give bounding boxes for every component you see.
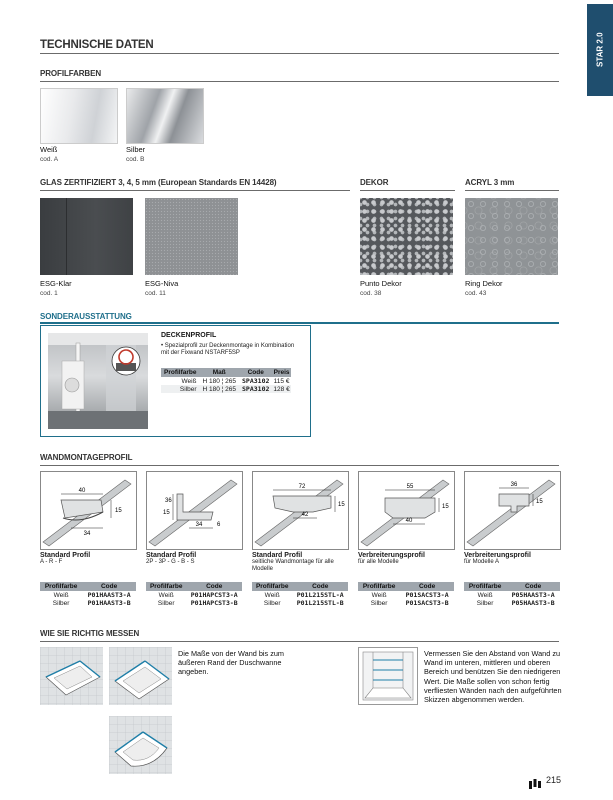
dim-label: 55 (406, 484, 414, 490)
cell-code: P01L215STL-A (296, 591, 344, 599)
col-code: Code (82, 582, 136, 591)
table-row (146, 591, 242, 599)
col-code: Code (186, 582, 242, 591)
section-rule (40, 190, 350, 191)
acryl-name: Ring Dekor (465, 279, 503, 288)
shower-scene-icon (48, 333, 148, 429)
cell-mass: H 180 ¦ 265 (202, 385, 237, 393)
section-heading-messen: WIE SIE RICHTIG MESSEN (40, 629, 140, 638)
swatch-esg-klar (40, 198, 133, 275)
profile-info-4 (358, 552, 458, 566)
cell-code: P01SACST3-B (405, 599, 449, 607)
profile-info-5 (464, 552, 564, 566)
dim-label: 15 (115, 508, 122, 514)
dim-label: 6 (217, 522, 221, 528)
page-number: 215 (546, 775, 562, 785)
profile-sub: für Modelle A (464, 559, 500, 565)
section-heading-wandmontage: WANDMONTAGEPROFIL (40, 453, 133, 462)
side-tab (587, 4, 613, 96)
profile-title: Standard Profil (252, 552, 303, 559)
shower-tray-sketch-icon (109, 716, 172, 774)
messen-text-1: Die Maße von der Wand bis zum äußeren Rand der Duschwanne angeben. (178, 649, 284, 677)
swatch-weiss (40, 88, 118, 144)
cell-color: Silber (179, 385, 197, 393)
cell-mass: H 180 ¦ 265 (202, 377, 237, 385)
table-row (252, 591, 348, 599)
section-heading-sonder: SONDERAUSSTATTUNG (40, 312, 132, 321)
profile-code-table-1 (40, 582, 136, 607)
col-profilfarbe: Profilfarbe (358, 582, 400, 591)
col-profilfarbe: Profilfarbe (252, 582, 292, 591)
section-heading-profilfarben: PROFILFARBEN (40, 69, 102, 78)
dim-label: 72 (298, 484, 306, 490)
shower-tray-sketch-icon (109, 647, 172, 705)
cell-price: 128 € (273, 385, 290, 393)
glas-code: cod. 11 (145, 290, 166, 297)
glas-name: ESG-Klar (40, 279, 72, 288)
cell-color: Weiß (477, 591, 493, 599)
table-row (161, 385, 291, 393)
profile-code-table-5 (464, 582, 560, 607)
dekor-caption (360, 279, 402, 298)
cell-color: Silber (476, 599, 494, 607)
deckenprofil-illustration (48, 333, 148, 429)
glas-code: cod. 1 (40, 290, 58, 297)
dim-label: 34 (83, 531, 91, 537)
cell-code: P05HAAST3-B (511, 599, 555, 607)
profile-drawing-1 (40, 471, 137, 550)
dim-label: 15 (338, 502, 345, 508)
profilfarbe-weiss-caption (40, 145, 58, 164)
col-profilfarbe: Profilfarbe (161, 368, 200, 377)
profile-code-table-4 (358, 582, 454, 607)
sonder-box (40, 325, 311, 437)
shower-tray-sketch-icon (40, 647, 103, 705)
col-mass: Maß (200, 368, 240, 377)
acryl-code: cod. 43 (465, 290, 487, 297)
table-row (161, 377, 291, 385)
cell-code: P01SACST3-A (405, 591, 449, 599)
measure-sketch-1 (40, 647, 103, 705)
swatch-silber (126, 88, 204, 144)
dim-label: 40 (78, 488, 86, 494)
measure-sketch-2 (109, 647, 172, 705)
table-row (464, 591, 560, 599)
cell-code: P01HAAST3-B (87, 599, 131, 607)
cell-color: Silber (263, 599, 281, 607)
section-rule (40, 465, 559, 466)
table-row (40, 591, 136, 599)
side-tab-label: STAR 2.0 (595, 32, 605, 68)
profile-sub: 2P - 3P - G - B - S (146, 559, 195, 565)
swatch-punto-dekor (360, 198, 453, 275)
col-code: Code (506, 582, 560, 591)
col-profilfarbe: Profilfarbe (464, 582, 506, 591)
profile-sub: für alle Modelle (358, 559, 399, 565)
cell-color: Silber (52, 599, 70, 607)
dekor-name: Punto Dekor (360, 279, 402, 288)
profilfarbe-code: cod. A (40, 156, 59, 163)
profile-drawing-3 (252, 471, 349, 550)
deckenprofil-table (161, 368, 291, 393)
profile-info-3 (252, 552, 352, 573)
table-row (40, 599, 136, 607)
table-row (252, 599, 348, 607)
deckenprofil-title: DECKENPROFIL (161, 332, 217, 339)
col-code: Code (292, 582, 348, 591)
profile-section-icon (147, 472, 242, 549)
cell-color: Weiß (264, 591, 280, 599)
cell-color: Weiß (181, 377, 197, 385)
profilfarbe-name: Silber (126, 145, 146, 154)
profile-section-icon (253, 472, 348, 549)
cell-color: Silber (370, 599, 388, 607)
cell-code: SPA3102 (242, 385, 270, 393)
profilfarbe-code: cod. B (126, 156, 145, 163)
col-code: Code (400, 582, 454, 591)
cell-code: P01L215STL-B (296, 599, 344, 607)
profile-sub: A - R - F (40, 559, 63, 565)
profile-drawing-4 (358, 471, 455, 550)
profile-code-table-2 (146, 582, 242, 607)
deckenprofil-desc: • Spezialprofil zur Deckenmontage in Kombination mit der Fixwand NSTARF5SP (161, 343, 295, 356)
swatch-ring-dekor (465, 198, 558, 275)
profilfarbe-silber-caption (126, 145, 145, 164)
profile-drawing-2 (146, 471, 243, 550)
profile-section-icon (359, 472, 454, 549)
glas-klar-caption (40, 279, 72, 298)
cell-color: Weiß (371, 591, 387, 599)
profile-drawing-5 (464, 471, 561, 550)
dim-label: 36 (165, 498, 172, 504)
cell-code: P01HAPCST3-B (190, 599, 238, 607)
wall-to-wall-sketch-icon (359, 648, 417, 704)
dim-label: 34 (195, 522, 203, 528)
profile-section-icon (465, 472, 560, 549)
cell-color: Silber (157, 599, 175, 607)
section-rule (465, 190, 559, 191)
cell-color: Weiß (53, 591, 69, 599)
profilfarbe-name: Weiß (40, 145, 58, 154)
profile-info-2 (146, 552, 246, 566)
cell-code: P05HAAST3-A (511, 591, 555, 599)
profile-sub: seitliche Wandmontage für alle Modelle (252, 559, 334, 572)
col-profilfarbe: Profilfarbe (146, 582, 186, 591)
profile-info-1 (40, 552, 140, 566)
table-row (358, 599, 454, 607)
cell-code: P01HAPCST3-A (190, 591, 238, 599)
table-row (464, 599, 560, 607)
brand-logo-icon (529, 776, 541, 794)
col-code: Code (239, 368, 272, 377)
profile-section-icon (41, 472, 136, 549)
section-rule (40, 81, 559, 82)
section-rule (40, 641, 559, 642)
cell-color: Weiß (158, 591, 174, 599)
glas-niva-caption (145, 279, 178, 298)
col-profilfarbe: Profilfarbe (40, 582, 82, 591)
dekor-code: cod. 38 (360, 290, 382, 297)
profile-title: Verbreiterungsprofil (358, 552, 425, 559)
dim-label: 42 (301, 512, 309, 518)
title-rule (40, 53, 559, 54)
table-row (146, 599, 242, 607)
page-title: TECHNISCHE DATEN (40, 39, 154, 51)
measure-sketch-4 (358, 647, 418, 705)
profile-title: Standard Profil (146, 552, 197, 559)
table-header-row (161, 368, 291, 377)
measure-sketch-3 (109, 716, 172, 774)
col-preis: Preis (273, 369, 290, 376)
cell-code: P01HAAST3-A (87, 591, 131, 599)
acryl-caption (465, 279, 503, 298)
section-rule (360, 190, 455, 191)
dim-label: 15 (442, 504, 449, 510)
profile-code-table-3 (252, 582, 348, 607)
dim-label: 15 (536, 499, 543, 505)
table-row (358, 591, 454, 599)
dim-label: 36 (510, 482, 518, 488)
cell-price: 115 € (273, 377, 290, 385)
profile-title: Standard Profil (40, 552, 91, 559)
swatch-esg-niva (145, 198, 238, 275)
cell-code: SPA3102 (242, 377, 270, 385)
glas-name: ESG-Niva (145, 279, 179, 288)
dim-label: 40 (405, 518, 413, 524)
section-heading-dekor: DEKOR (360, 178, 389, 187)
section-rule (40, 322, 559, 324)
messen-text-2: Vermessen Sie den Abstand von Wand zu Wand im unteren, mittleren und oberen Bereich und benützen Sie den niedrigeren Wert. Die Maße sollen von schon fertig verfliesten Wänden nach den aufgeführten Skizzen abgenommen werden. (424, 649, 562, 705)
section-heading-glas: GLAS ZERTIFIZIERT 3, 4, 5 mm (European Standards EN 14428) (40, 178, 277, 187)
dim-label: 15 (163, 510, 170, 516)
section-heading-acryl: ACRYL 3 mm (465, 178, 515, 187)
profile-title: Verbreiterungsprofil (464, 552, 531, 559)
